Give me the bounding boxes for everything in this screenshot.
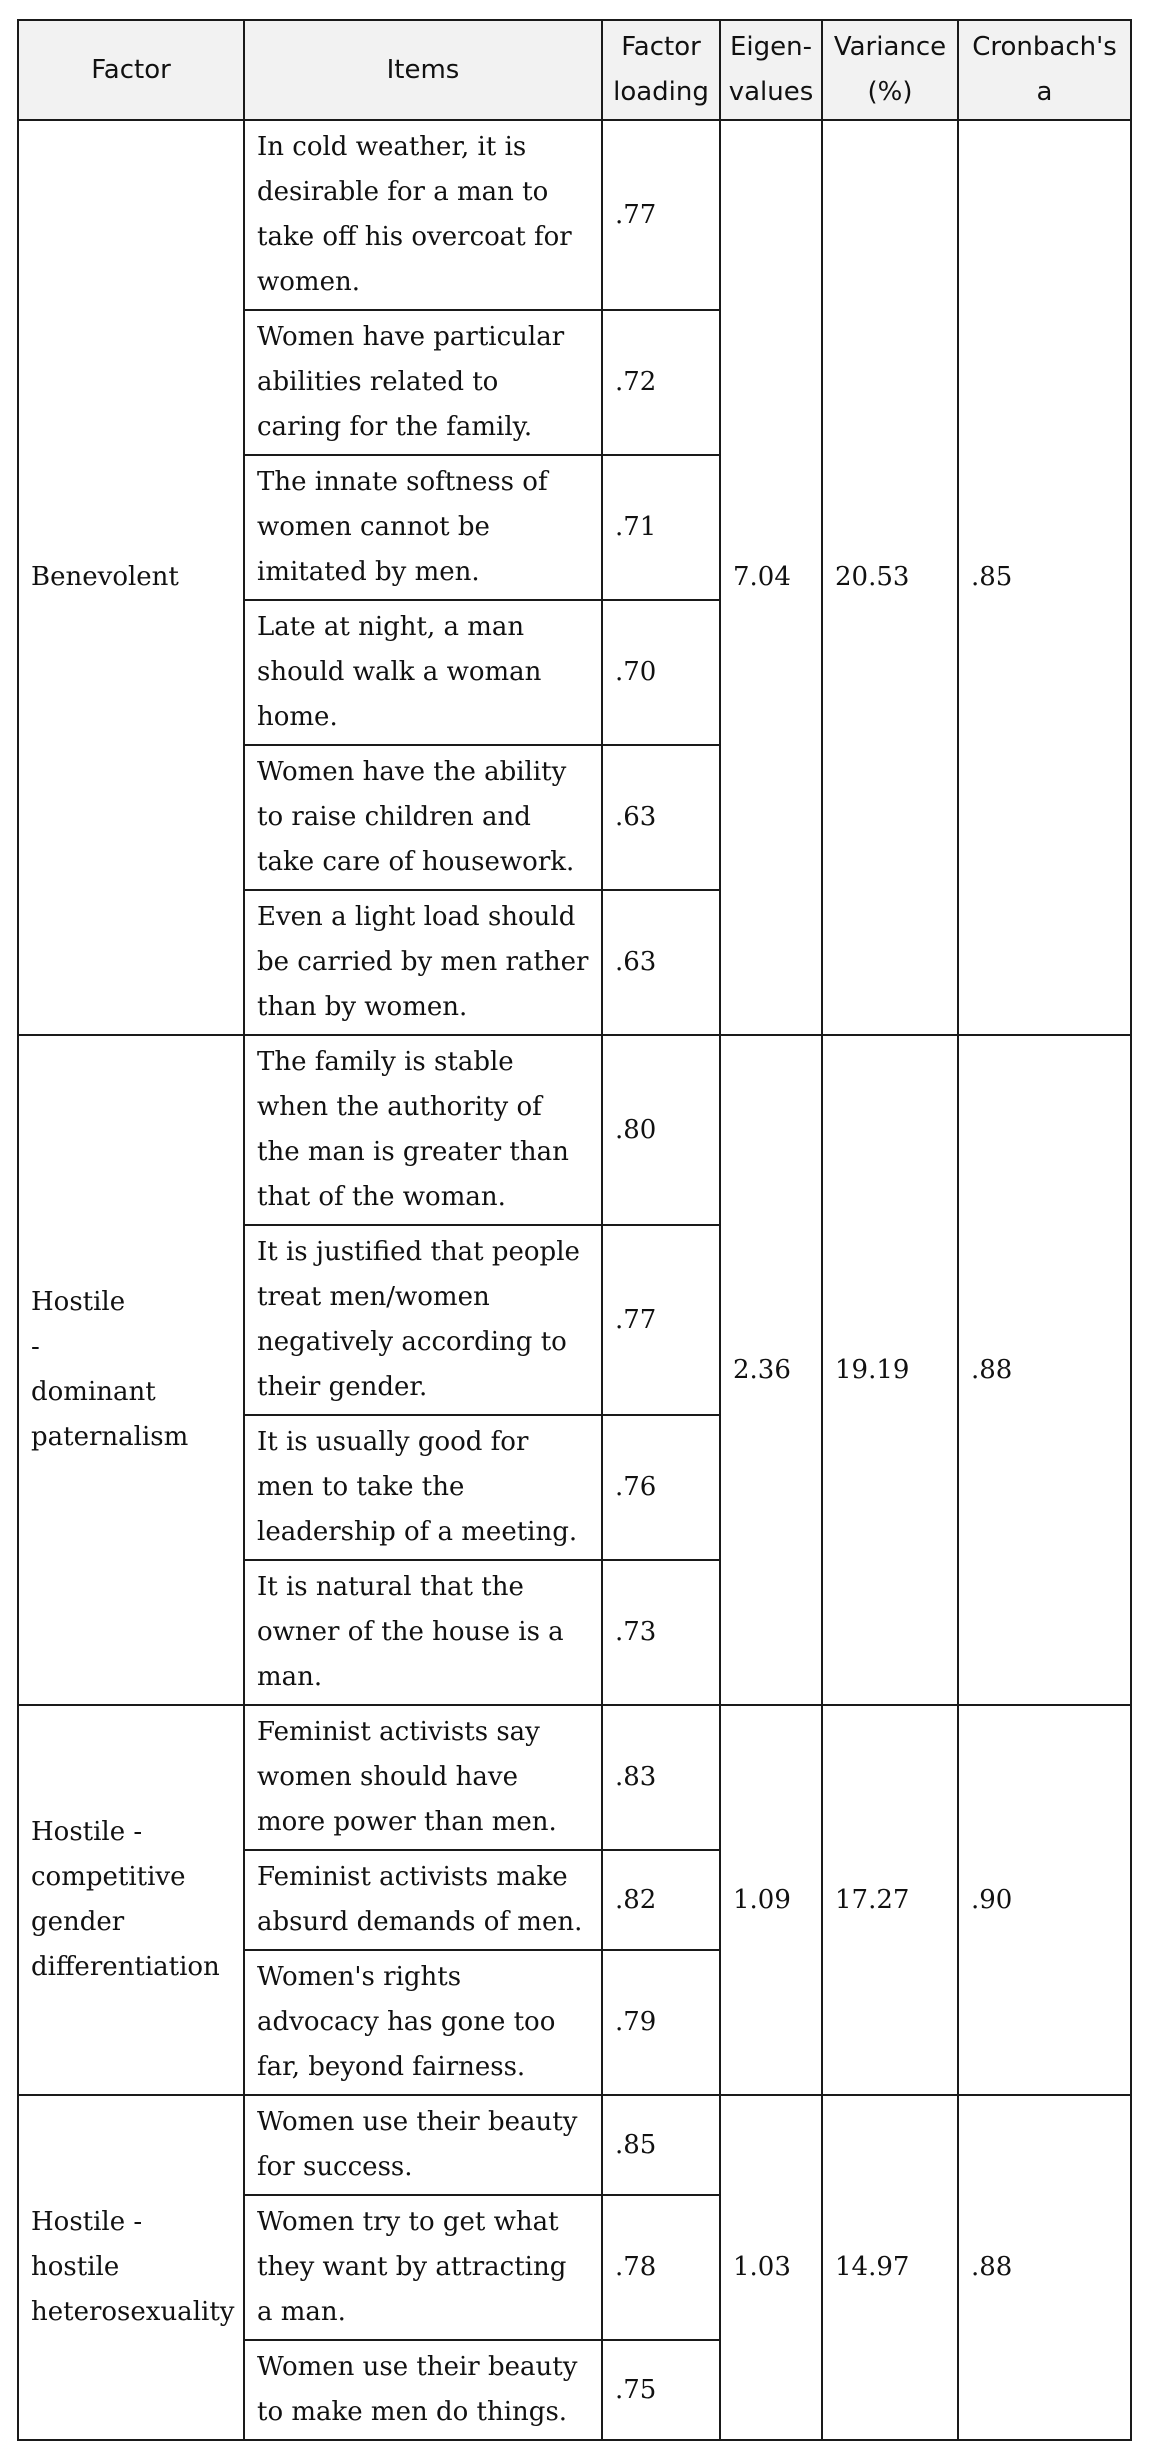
item-text-cell: Feminist activists make absurd demands of men.	[244, 1850, 602, 1950]
factor-loading-cell: .85	[602, 2095, 720, 2195]
factor-name-line: differentiation	[31, 1952, 220, 1982]
factor-loading-cell: .80	[602, 1035, 720, 1225]
item-text-cell: It is justified that people treat men/women negatively according to their gender.	[244, 1225, 602, 1415]
item-text-cell: Women try to get what they want by attracting a man.	[244, 2195, 602, 2340]
factor-loading-cell: .70	[602, 600, 720, 745]
item-text-cell: Late at night, a man should walk a woman home.	[244, 600, 602, 745]
eigenvalue-cell: 1.09	[720, 1705, 822, 2095]
factor-name-line: paternalism	[31, 1422, 189, 1452]
cronbach-alpha-cell: .88	[958, 1035, 1131, 1705]
factor-loading-cell: .63	[602, 890, 720, 1035]
header-variance: Variance (%)	[822, 20, 958, 120]
factor-name-line: Benevolent	[31, 562, 179, 592]
cronbach-alpha-cell: .90	[958, 1705, 1131, 2095]
factor-loading-cell: .63	[602, 745, 720, 890]
variance-cell: 19.19	[822, 1035, 958, 1705]
factor-name-line: dominant	[31, 1377, 156, 1407]
factor-loading-cell: .75	[602, 2340, 720, 2440]
factor-name-line: -	[31, 1332, 40, 1362]
header-factor-loading: Factor loading	[602, 20, 720, 120]
header-eigenvalues: Eigen- values	[720, 20, 822, 120]
item-text-cell: The family is stable when the authority of the man is greater than that of the woman.	[244, 1035, 602, 1225]
eigenvalue-cell: 1.03	[720, 2095, 822, 2440]
header-cronbach-alpha: Cronbach's a	[958, 20, 1131, 120]
factor-loading-cell: .76	[602, 1415, 720, 1560]
item-text-cell: Women's rights advocacy has gone too far, beyond fairness.	[244, 1950, 602, 2095]
factor-loading-cell: .78	[602, 2195, 720, 2340]
factor-name-cell	[18, 1035, 244, 1705]
variance-cell: 20.53	[822, 120, 958, 1035]
factor-name-cell	[18, 2095, 244, 2440]
item-text-cell: Women have particular abilities related to caring for the family.	[244, 310, 602, 455]
eigenvalue-cell: 7.04	[720, 120, 822, 1035]
factor-name-line: Hostile	[31, 1287, 126, 1317]
cronbach-alpha-cell: .88	[958, 2095, 1131, 2440]
item-text-cell: The innate softness of women cannot be imitated by men.	[244, 455, 602, 600]
factor-name-line: competitive	[31, 1862, 186, 1892]
factor-loading-cell: .77	[602, 120, 720, 310]
header-items: Items	[244, 20, 602, 120]
table-body	[18, 120, 1131, 2440]
factor-name-line: Hostile -	[31, 1817, 143, 1847]
item-text-cell: It is natural that the owner of the house is a man.	[244, 1560, 602, 1705]
header-row	[18, 20, 1131, 120]
factor-loading-cell: .82	[602, 1850, 720, 1950]
factor-loading-cell: .71	[602, 455, 720, 600]
item-text-cell: It is usually good for men to take the leadership of a meeting.	[244, 1415, 602, 1560]
factor-name-line: gender	[31, 1907, 125, 1937]
cronbach-alpha-cell: .85	[958, 120, 1131, 1035]
item-text-cell: Women have the ability to raise children and take care of housework.	[244, 745, 602, 890]
eigenvalue-cell: 2.36	[720, 1035, 822, 1705]
item-text-cell: Women use their beauty for success.	[244, 2095, 602, 2195]
variance-cell: 17.27	[822, 1705, 958, 2095]
item-text-cell: Women use their beauty to make men do things.	[244, 2340, 602, 2440]
factor-name-cell	[18, 1705, 244, 2095]
table-row	[18, 2095, 1131, 2195]
item-text-cell: Feminist activists say women should have more power than men.	[244, 1705, 602, 1850]
factor-name-line: heterosexuality	[31, 2297, 235, 2327]
factor-loading-cell: .72	[602, 310, 720, 455]
factor-loading-cell: .83	[602, 1705, 720, 1850]
item-text-cell: In cold weather, it is desirable for a man to take off his overcoat for women.	[244, 120, 602, 310]
factor-loading-cell: .79	[602, 1950, 720, 2095]
table-row	[18, 1705, 1131, 1850]
factor-name-line: Hostile -	[31, 2207, 143, 2237]
factor-loading-cell: .73	[602, 1560, 720, 1705]
factor-name-line: hostile	[31, 2252, 120, 2282]
item-text-cell: Even a light load should be carried by men rather than by women.	[244, 890, 602, 1035]
header-factor: Factor	[18, 20, 244, 120]
factor-loading-cell: .77	[602, 1225, 720, 1415]
factor-name-cell	[18, 120, 244, 1035]
table-row	[18, 1035, 1131, 1225]
factor-analysis-table	[17, 19, 1132, 2441]
table-row	[18, 120, 1131, 310]
variance-cell: 14.97	[822, 2095, 958, 2440]
